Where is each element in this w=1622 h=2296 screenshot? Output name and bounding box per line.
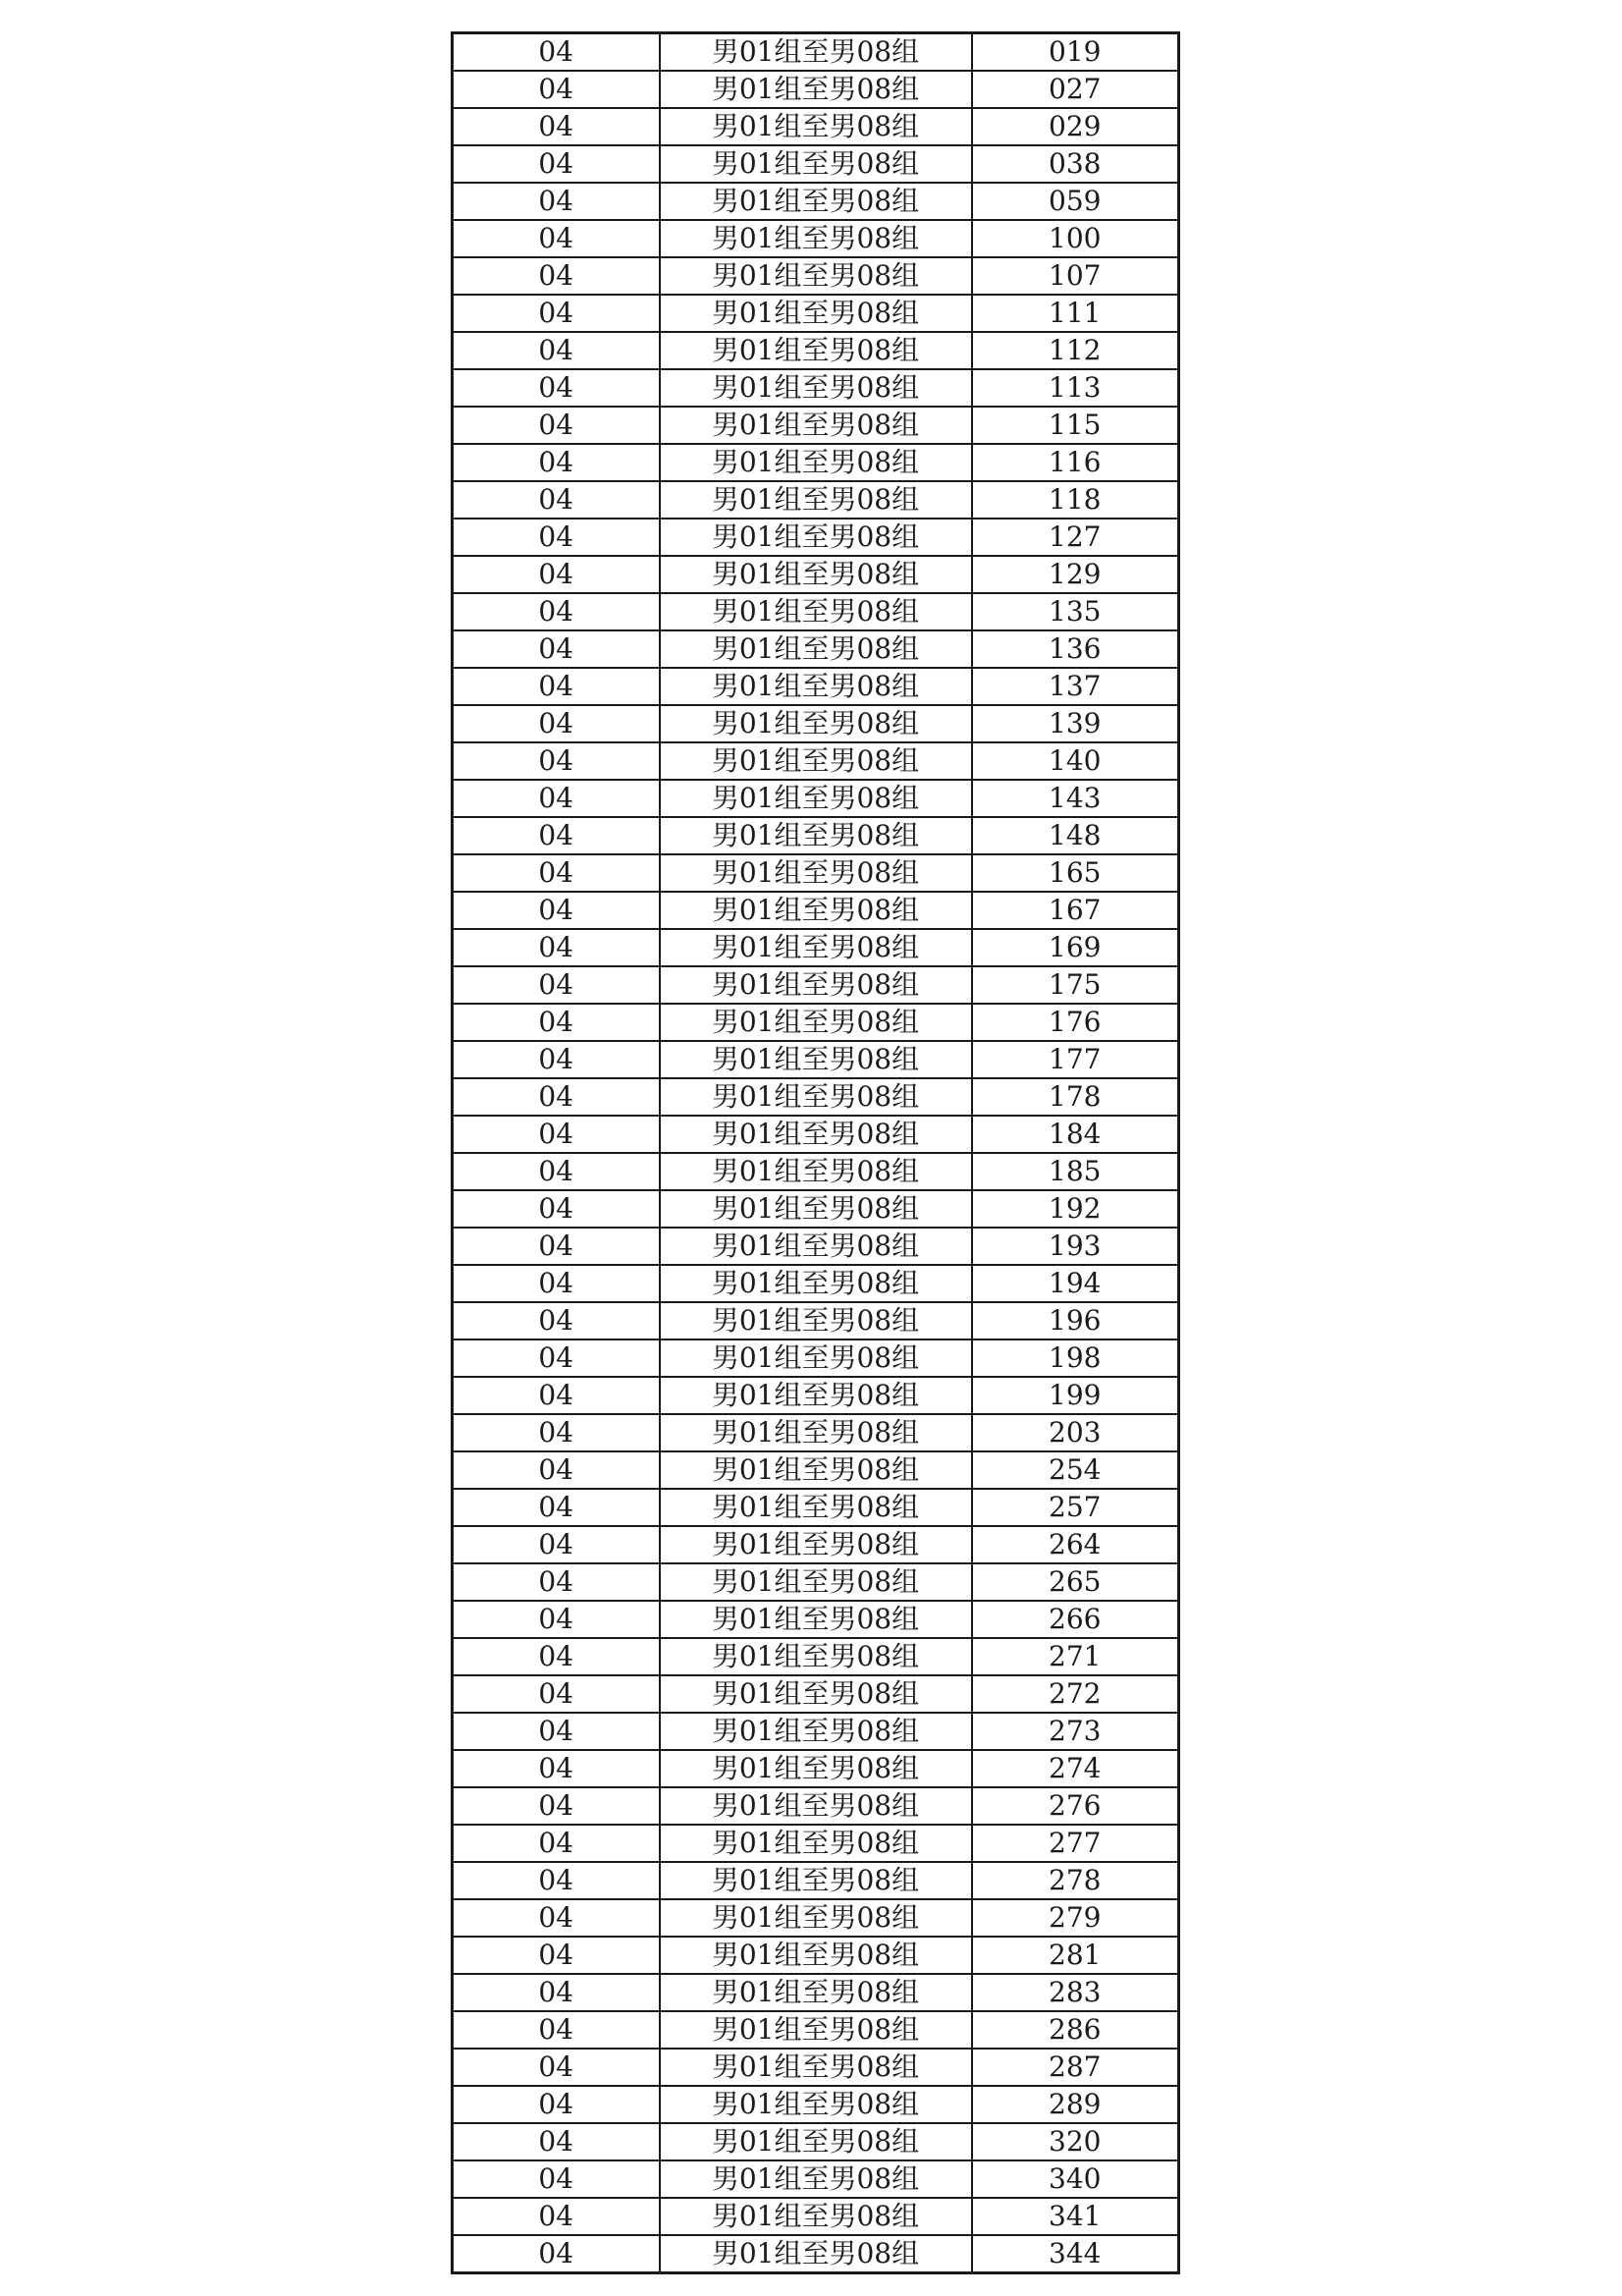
- exam-site-cell: 04: [453, 444, 660, 481]
- exam-site-cell: 04: [453, 33, 660, 72]
- table-row: [453, 705, 1179, 742]
- exam-site-cell: 04: [453, 481, 660, 519]
- group-range-cell: 男01组至男08组: [660, 630, 972, 668]
- exam-site-cell: 04: [453, 1638, 660, 1675]
- seat-number-cell: 185: [972, 1153, 1179, 1190]
- table-row: [453, 519, 1179, 556]
- table-row: [453, 1563, 1179, 1601]
- group-range-cell: 男01组至男08组: [660, 1265, 972, 1302]
- seat-number-cell: 169: [972, 929, 1179, 966]
- seat-number-cell: 167: [972, 892, 1179, 929]
- table-row: [453, 2160, 1179, 2198]
- table-row: [453, 295, 1179, 332]
- exam-site-cell: 04: [453, 1228, 660, 1265]
- exam-site-cell: 04: [453, 705, 660, 742]
- seat-number-cell: 059: [972, 183, 1179, 220]
- table-row: [453, 1228, 1179, 1265]
- exam-site-cell: 04: [453, 1153, 660, 1190]
- exam-site-cell: 04: [453, 1489, 660, 1526]
- exam-site-cell: 04: [453, 108, 660, 145]
- group-range-cell: 男01组至男08组: [660, 1675, 972, 1713]
- table-row: [453, 2011, 1179, 2049]
- group-range-cell: 男01组至男08组: [660, 742, 972, 780]
- seat-number-cell: 272: [972, 1675, 1179, 1713]
- group-range-cell: 男01组至男08组: [660, 2235, 972, 2273]
- seat-number-cell: 115: [972, 407, 1179, 444]
- exam-site-cell: 04: [453, 1377, 660, 1414]
- table-row: [453, 444, 1179, 481]
- exam-site-cell: 04: [453, 1190, 660, 1228]
- group-range-cell: 男01组至男08组: [660, 1414, 972, 1451]
- table-row: [453, 966, 1179, 1004]
- table-row: [453, 71, 1179, 108]
- seat-number-cell: 176: [972, 1004, 1179, 1041]
- exam-site-cell: 04: [453, 2049, 660, 2086]
- exam-site-cell: 04: [453, 1302, 660, 1339]
- table-row: [453, 1825, 1179, 1862]
- exam-site-cell: 04: [453, 1041, 660, 1078]
- group-range-cell: 男01组至男08组: [660, 1116, 972, 1153]
- table-row: [453, 1414, 1179, 1451]
- table-row: [453, 1787, 1179, 1825]
- table-row: [453, 1526, 1179, 1563]
- seat-number-cell: 266: [972, 1601, 1179, 1638]
- exam-site-cell: 04: [453, 780, 660, 817]
- exam-site-cell: 04: [453, 1937, 660, 1974]
- seat-number-cell: 148: [972, 817, 1179, 854]
- table-row: [453, 630, 1179, 668]
- group-range-cell: 男01组至男08组: [660, 295, 972, 332]
- group-range-cell: 男01组至男08组: [660, 668, 972, 705]
- exam-site-cell: 04: [453, 1787, 660, 1825]
- group-range-cell: 男01组至男08组: [660, 854, 972, 892]
- table-row: [453, 1116, 1179, 1153]
- table-row: [453, 33, 1179, 72]
- group-range-cell: 男01组至男08组: [660, 2086, 972, 2123]
- exam-site-cell: 04: [453, 742, 660, 780]
- group-range-cell: 男01组至男08组: [660, 332, 972, 369]
- exam-site-cell: 04: [453, 71, 660, 108]
- group-range-cell: 男01组至男08组: [660, 407, 972, 444]
- seat-number-cell: 137: [972, 668, 1179, 705]
- table-row: [453, 2198, 1179, 2235]
- exam-site-cell: 04: [453, 295, 660, 332]
- group-range-cell: 男01组至男08组: [660, 1339, 972, 1377]
- group-range-cell: 男01组至男08组: [660, 966, 972, 1004]
- seat-number-cell: 038: [972, 145, 1179, 183]
- seat-number-cell: 113: [972, 369, 1179, 407]
- exam-site-cell: 04: [453, 1825, 660, 1862]
- group-range-cell: 男01组至男08组: [660, 1713, 972, 1750]
- table-row: [453, 481, 1179, 519]
- exam-site-cell: 04: [453, 183, 660, 220]
- seat-number-cell: 193: [972, 1228, 1179, 1265]
- seat-number-cell: 344: [972, 2235, 1179, 2273]
- group-range-cell: 男01组至男08组: [660, 1974, 972, 2011]
- table-row: [453, 1078, 1179, 1116]
- group-range-cell: 男01组至男08组: [660, 145, 972, 183]
- group-range-cell: 男01组至男08组: [660, 1899, 972, 1937]
- group-range-cell: 男01组至男08组: [660, 2198, 972, 2235]
- seat-number-cell: 289: [972, 2086, 1179, 2123]
- table-body: [453, 33, 1179, 2273]
- table-row: [453, 1937, 1179, 1974]
- exam-site-cell: 04: [453, 145, 660, 183]
- exam-site-cell: 04: [453, 369, 660, 407]
- table-row: [453, 1265, 1179, 1302]
- exam-site-cell: 04: [453, 630, 660, 668]
- table-row: [453, 1339, 1179, 1377]
- table-row: [453, 1675, 1179, 1713]
- table-row: [453, 369, 1179, 407]
- table-row: [453, 668, 1179, 705]
- table-row: [453, 593, 1179, 630]
- seat-number-cell: 320: [972, 2123, 1179, 2160]
- group-range-cell: 男01组至男08组: [660, 2049, 972, 2086]
- group-range-cell: 男01组至男08组: [660, 1190, 972, 1228]
- group-range-cell: 男01组至男08组: [660, 2160, 972, 2198]
- seat-number-cell: 192: [972, 1190, 1179, 1228]
- seat-number-cell: 136: [972, 630, 1179, 668]
- group-range-cell: 男01组至男08组: [660, 1078, 972, 1116]
- exam-site-cell: 04: [453, 1116, 660, 1153]
- table-row: [453, 1862, 1179, 1899]
- table-row: [453, 892, 1179, 929]
- exam-site-cell: 04: [453, 1601, 660, 1638]
- exam-site-cell: 04: [453, 2123, 660, 2160]
- group-range-cell: 男01组至男08组: [660, 593, 972, 630]
- table-row: [453, 407, 1179, 444]
- group-range-cell: 男01组至男08组: [660, 1937, 972, 1974]
- exam-site-cell: 04: [453, 2011, 660, 2049]
- table-row: [453, 220, 1179, 257]
- seat-number-cell: 264: [972, 1526, 1179, 1563]
- seat-number-cell: 286: [972, 2011, 1179, 2049]
- table-row: [453, 2049, 1179, 2086]
- seat-number-cell: 279: [972, 1899, 1179, 1937]
- exam-site-cell: 04: [453, 892, 660, 929]
- table-row: [453, 1750, 1179, 1787]
- group-range-cell: 男01组至男08组: [660, 481, 972, 519]
- table-row: [453, 145, 1179, 183]
- seat-number-cell: 276: [972, 1787, 1179, 1825]
- group-range-cell: 男01组至男08组: [660, 780, 972, 817]
- seat-number-cell: 178: [972, 1078, 1179, 1116]
- exam-site-cell: 04: [453, 1265, 660, 1302]
- group-range-cell: 男01组至男08组: [660, 2123, 972, 2160]
- seat-number-cell: 198: [972, 1339, 1179, 1377]
- group-range-cell: 男01组至男08组: [660, 1489, 972, 1526]
- table-row: [453, 1974, 1179, 2011]
- seat-number-cell: 203: [972, 1414, 1179, 1451]
- seat-number-cell: 027: [972, 71, 1179, 108]
- table-row: [453, 742, 1179, 780]
- seat-number-cell: 129: [972, 556, 1179, 593]
- exam-site-cell: 04: [453, 1414, 660, 1451]
- group-range-cell: 男01组至男08组: [660, 1638, 972, 1675]
- group-range-cell: 男01组至男08组: [660, 220, 972, 257]
- seat-number-cell: 111: [972, 295, 1179, 332]
- table-row: [453, 556, 1179, 593]
- group-range-cell: 男01组至男08组: [660, 556, 972, 593]
- seat-number-cell: 100: [972, 220, 1179, 257]
- exam-site-cell: 04: [453, 1675, 660, 1713]
- table-row: [453, 929, 1179, 966]
- exam-site-cell: 04: [453, 668, 660, 705]
- seat-number-cell: 184: [972, 1116, 1179, 1153]
- exam-site-cell: 04: [453, 1339, 660, 1377]
- seat-number-cell: 140: [972, 742, 1179, 780]
- table-row: [453, 1899, 1179, 1937]
- seat-number-cell: 139: [972, 705, 1179, 742]
- group-range-cell: 男01组至男08组: [660, 1862, 972, 1899]
- exam-site-cell: 04: [453, 929, 660, 966]
- table-row: [453, 1190, 1179, 1228]
- group-range-cell: 男01组至男08组: [660, 33, 972, 72]
- group-range-cell: 男01组至男08组: [660, 1563, 972, 1601]
- table-row: [453, 183, 1179, 220]
- group-range-cell: 男01组至男08组: [660, 705, 972, 742]
- group-range-cell: 男01组至男08组: [660, 1302, 972, 1339]
- seat-number-cell: 107: [972, 257, 1179, 295]
- seat-number-cell: 277: [972, 1825, 1179, 1862]
- table-row: [453, 257, 1179, 295]
- seat-number-cell: 127: [972, 519, 1179, 556]
- exam-site-cell: 04: [453, 1526, 660, 1563]
- group-range-cell: 男01组至男08组: [660, 71, 972, 108]
- exam-site-cell: 04: [453, 1078, 660, 1116]
- seat-number-cell: 175: [972, 966, 1179, 1004]
- group-range-cell: 男01组至男08组: [660, 257, 972, 295]
- seat-number-cell: 196: [972, 1302, 1179, 1339]
- seat-number-cell: 257: [972, 1489, 1179, 1526]
- exam-site-cell: 04: [453, 593, 660, 630]
- group-range-cell: 男01组至男08组: [660, 444, 972, 481]
- exam-site-cell: 04: [453, 2160, 660, 2198]
- exam-site-cell: 04: [453, 1899, 660, 1937]
- table-row: [453, 1713, 1179, 1750]
- group-range-cell: 男01组至男08组: [660, 1041, 972, 1078]
- seat-number-cell: 029: [972, 108, 1179, 145]
- group-range-cell: 男01组至男08组: [660, 1601, 972, 1638]
- exam-site-cell: 04: [453, 1750, 660, 1787]
- table-row: [453, 2123, 1179, 2160]
- seat-number-cell: 177: [972, 1041, 1179, 1078]
- table-row: [453, 108, 1179, 145]
- seat-number-cell: 271: [972, 1638, 1179, 1675]
- seat-number-cell: 112: [972, 332, 1179, 369]
- exam-site-cell: 04: [453, 220, 660, 257]
- table-row: [453, 1489, 1179, 1526]
- table-row: [453, 817, 1179, 854]
- seat-number-cell: 019: [972, 33, 1179, 72]
- seat-number-cell: 341: [972, 2198, 1179, 2235]
- exam-site-cell: 04: [453, 2086, 660, 2123]
- group-range-cell: 男01组至男08组: [660, 1787, 972, 1825]
- table-row: [453, 1153, 1179, 1190]
- exam-site-cell: 04: [453, 407, 660, 444]
- group-range-cell: 男01组至男08组: [660, 108, 972, 145]
- group-range-cell: 男01组至男08组: [660, 1228, 972, 1265]
- group-range-cell: 男01组至男08组: [660, 1004, 972, 1041]
- exam-site-cell: 04: [453, 1004, 660, 1041]
- group-range-cell: 男01组至男08组: [660, 369, 972, 407]
- table-row: [453, 2086, 1179, 2123]
- seat-number-cell: 118: [972, 481, 1179, 519]
- group-range-cell: 男01组至男08组: [660, 817, 972, 854]
- seat-number-cell: 116: [972, 444, 1179, 481]
- table-row: [453, 1638, 1179, 1675]
- group-range-cell: 男01组至男08组: [660, 2011, 972, 2049]
- table-row: [453, 1004, 1179, 1041]
- group-range-cell: 男01组至男08组: [660, 929, 972, 966]
- seat-number-cell: 265: [972, 1563, 1179, 1601]
- group-range-cell: 男01组至男08组: [660, 1153, 972, 1190]
- exam-site-cell: 04: [453, 817, 660, 854]
- group-range-cell: 男01组至男08组: [660, 1451, 972, 1489]
- exam-site-cell: 04: [453, 1713, 660, 1750]
- exam-site-cell: 04: [453, 966, 660, 1004]
- seat-number-cell: 273: [972, 1713, 1179, 1750]
- seat-number-cell: 199: [972, 1377, 1179, 1414]
- seat-number-cell: 340: [972, 2160, 1179, 2198]
- seat-number-cell: 274: [972, 1750, 1179, 1787]
- group-range-cell: 男01组至男08组: [660, 892, 972, 929]
- group-range-cell: 男01组至男08组: [660, 1526, 972, 1563]
- exam-site-cell: 04: [453, 519, 660, 556]
- group-range-cell: 男01组至男08组: [660, 1825, 972, 1862]
- group-range-cell: 男01组至男08组: [660, 183, 972, 220]
- table-row: [453, 1451, 1179, 1489]
- table-row: [453, 1302, 1179, 1339]
- seat-number-cell: 278: [972, 1862, 1179, 1899]
- group-range-cell: 男01组至男08组: [660, 519, 972, 556]
- exam-site-cell: 04: [453, 2198, 660, 2235]
- seat-number-cell: 165: [972, 854, 1179, 892]
- exam-site-cell: 04: [453, 1451, 660, 1489]
- seat-number-cell: 283: [972, 1974, 1179, 2011]
- table-row: [453, 2235, 1179, 2273]
- seat-number-cell: 143: [972, 780, 1179, 817]
- table-row: [453, 1041, 1179, 1078]
- seat-number-cell: 254: [972, 1451, 1179, 1489]
- group-range-cell: 男01组至男08组: [660, 1377, 972, 1414]
- table-row: [453, 780, 1179, 817]
- table-row: [453, 854, 1179, 892]
- exam-site-cell: 04: [453, 332, 660, 369]
- seat-number-cell: 194: [972, 1265, 1179, 1302]
- table-row: [453, 332, 1179, 369]
- exam-site-cell: 04: [453, 2235, 660, 2273]
- seat-number-cell: 281: [972, 1937, 1179, 1974]
- exam-site-cell: 04: [453, 257, 660, 295]
- exam-site-cell: 04: [453, 1563, 660, 1601]
- table-row: [453, 1601, 1179, 1638]
- exam-site-cell: 04: [453, 1862, 660, 1899]
- seat-number-cell: 287: [972, 2049, 1179, 2086]
- exam-site-cell: 04: [453, 556, 660, 593]
- group-range-cell: 男01组至男08组: [660, 1750, 972, 1787]
- document-table: [451, 31, 1180, 2274]
- seat-number-cell: 135: [972, 593, 1179, 630]
- table-row: [453, 1377, 1179, 1414]
- exam-site-cell: 04: [453, 1974, 660, 2011]
- exam-site-cell: 04: [453, 854, 660, 892]
